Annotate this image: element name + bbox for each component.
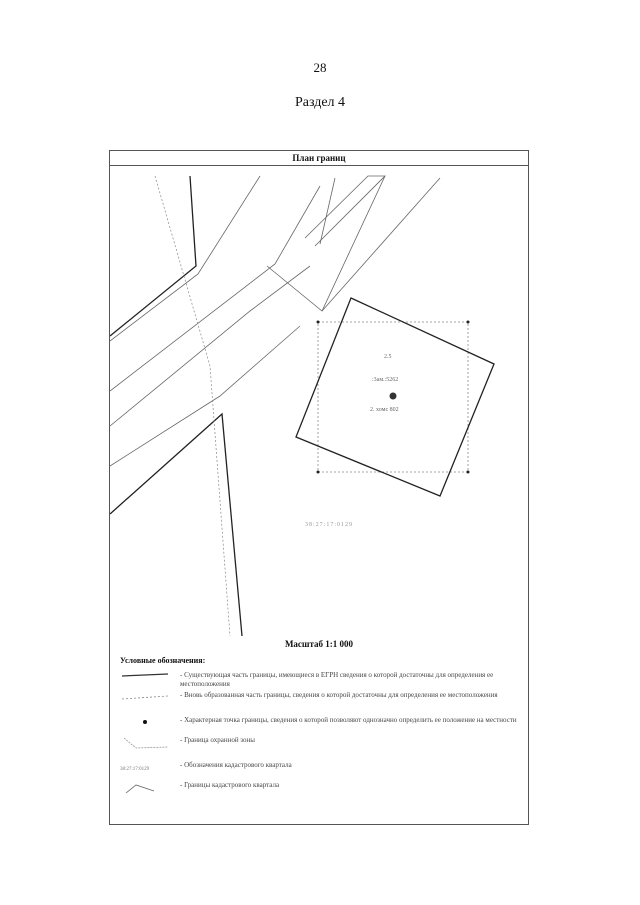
road-edge-line: [267, 176, 385, 311]
point-label: 2. хомс 802: [370, 407, 399, 413]
existing-boundary-line: [110, 414, 242, 636]
characteristic-point-marker: [390, 393, 397, 400]
solid-line-icon: [120, 671, 170, 689]
page-number: 28: [313, 60, 327, 75]
area-label: :3ам.:5262: [372, 377, 399, 383]
existing-boundary-line: [110, 176, 196, 336]
legend-title: Условные обозначения:: [120, 656, 206, 665]
road-edges: [110, 176, 440, 466]
corner-point: [317, 471, 320, 474]
legend-item-text: - Вновь образованная часть границы, сведения о которой достаточны для определения ее местоположения: [180, 691, 498, 699]
legend-item-text: - Границы кадастрового квартала: [180, 781, 280, 789]
corner-point: [317, 321, 320, 324]
dashed-line-icon: [120, 691, 170, 709]
legend-item-text: - Обозначения кадастрового квартала: [180, 761, 292, 769]
road-edge-line: [110, 186, 320, 391]
scale-label: Масштаб 1:1 000: [284, 639, 354, 649]
quarter-code-label: 38:27:17:0129: [305, 522, 354, 528]
point-icon: [120, 716, 170, 734]
protected-zone-boundary: [155, 176, 230, 636]
legend-item-text: - Граница охранной зоны: [180, 736, 255, 744]
protected-zone-icon: [120, 736, 170, 754]
road-edge-line: [322, 178, 440, 311]
quarter-boundary-icon: [120, 781, 170, 799]
boundary-plan-frame: [109, 150, 529, 825]
quarter-code-icon: 38:27:17:0129: [120, 767, 150, 772]
road-edge-line: [110, 176, 260, 341]
protected-zone-line: [155, 176, 230, 636]
existing-boundaries: [110, 176, 242, 636]
road-edge-line: [110, 326, 300, 466]
corner-point: [467, 321, 470, 324]
corner-point: [467, 471, 470, 474]
legend-item-text: - Характерная точка границы, сведения о которой позволяют однозначно определить ее положение на местности: [180, 716, 517, 724]
plan-header: План границ: [110, 151, 528, 166]
road-edge-line: [305, 176, 385, 246]
legend-item-text: - Существующая часть границы, имеющиеся в ЕГРН сведения о которой достаточны для определения ее местоположения: [180, 671, 494, 688]
near-point-label: 2.5: [384, 354, 392, 360]
boundary-map: [110, 166, 528, 636]
section-title: Раздел 4: [294, 95, 346, 110]
